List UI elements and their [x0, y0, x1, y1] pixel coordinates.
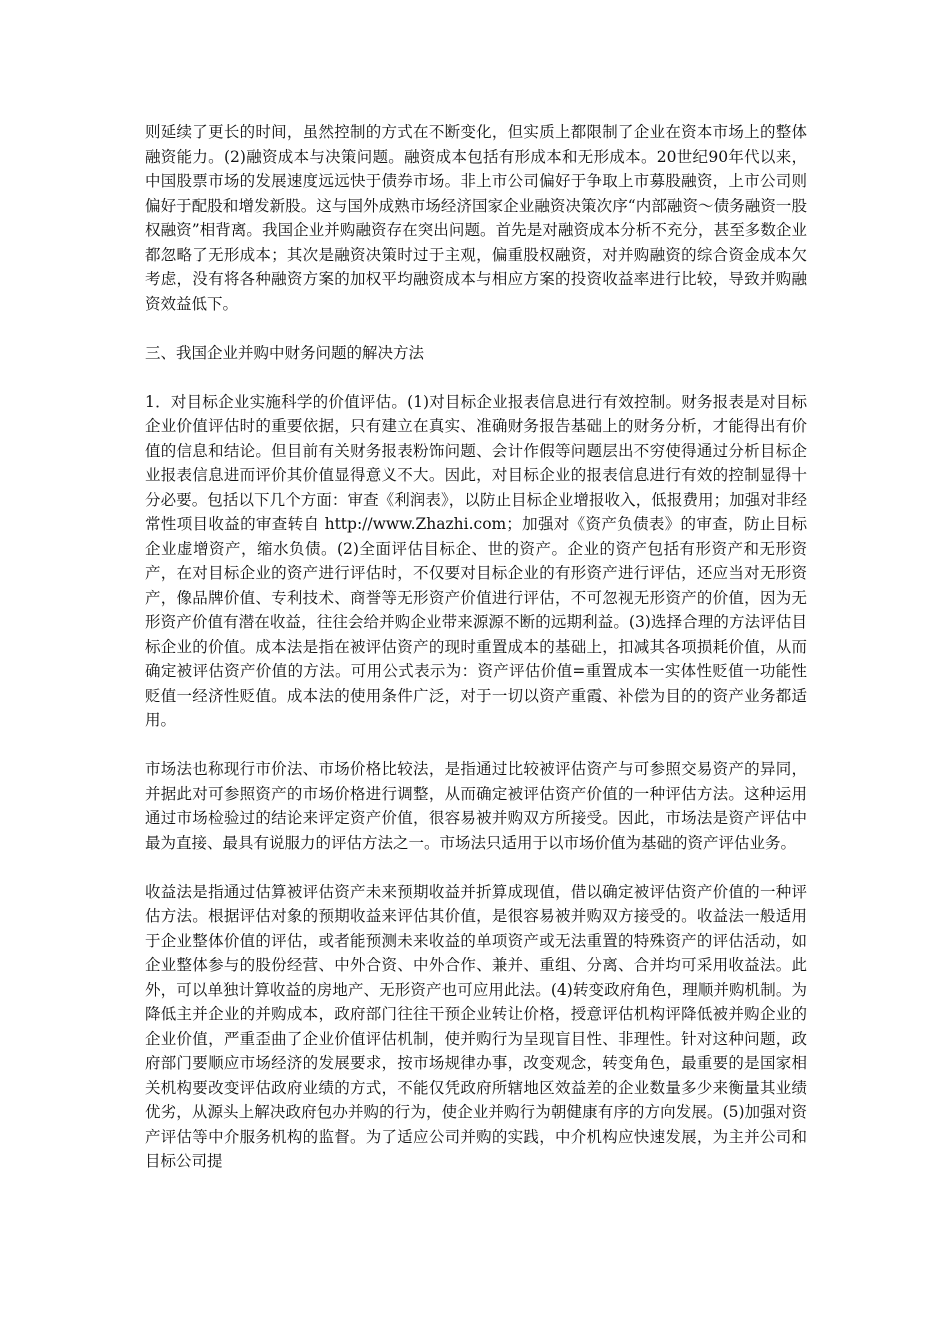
paragraph-valuation: 1．对目标企业实施科学的价值评估。(1)对目标企业报表信息进行有效控制。财务报表是对目标企业价值评估时的重要依据，只有建立在真实、准确财务报告基础上的财务分析，才能得出有价值的信息和结论。但目前有关财务报表粉饰问题、会计作假等问题层出不穷使得通过分析目标企业报表信息进而评价其价值显得意义不大。因此，对目标企业的报表信息进行有效的控制显得十分必要。包括以下几个方面：审查《利润表》，以防止目标企业增报收入，低报费用；加强对非经常性项目收益的审查转自 http://www.Zhazhi.com；加强对《资产负债表》的审查，防止目标企业虚增资产，缩水负债。(2)全面评估目标企、世的资产。企业的资产包括有形资产和无形资产，在对目标企业的资产进行评估时，不仅要对目标企业的有形资产进行评估，还应当对无形资产，像品牌价值、专利技术、商誉等无形资产价值进行评估，不可忽视无形资产的价值，因为无形资产价值有潜在收益，往往会给并购企业带来源源不断的远期利益。(3)选择合理的方法评估目标企业的价值。成本法是指在被评估资产的现时重置成本的基础上，扣减其各项损耗价值，从而确定被评估资产价值的方法。可用公式表示为：资产评估价值=重置成本一实体性贬值一功能性贬值一经济性贬值。成本法的使用条件广泛，对于一切以资产重霞、补偿为目的的资产业务都适用。 — [145, 392, 807, 729]
paragraph-income-method: 收益法是指通过估算被评估资产未来预期收益并折算成现值，借以确定被评估资产价值的一种评估方法。根据评估对象的预期收益来评估其价值，是很容易被并购双方接受的。收益法一般适用于企业整体价值的评估，或者能预测未来收益的单项资产或无法重置的特殊资产的评估活动，如企业整体参与的股份经营、中外合资、中外合作、兼并、重组、分离、合并均可采用收益法。此外，可以单独计算收益的房地产、无形资产也可应用此法。(4)转变政府角色，理顺并购机制。为降低主并企业的并购成本，政府部门往往干预企业转让价格，授意评估机构评降低被并购企业的企业价值，严重歪曲了企业价值评估机制，使并购行为呈现盲目性、非理性。针对这种问题，政府部门要顺应市场经济的发展要求，按市场规律办事，改变观念，转变角色，最重要的是国家相关机构要改变评估政府业绩的方式，不能仅凭政府所辖地区效益差的企业数量多少来衡量其业绩优劣，从源头上解决政府包办并购的行为，使企业并购行为朝健康有序的方向发展。(5)加强对资产评估等中介服务机构的监督。为了适应公司并购的实践，中介机构应快速发展，为主并公司和目标公司提 — [145, 882, 807, 1170]
paragraph-gap — [145, 316, 807, 341]
document-body — [145, 120, 807, 1174]
paragraph-gap — [145, 733, 807, 758]
paragraph-financing-cost: 则延续了更长的时间，虽然控制的方式在不断变化，但实质上都限制了企业在资本市场上的整体融资能力。(2)融资成本与决策问题。融资成本包括有形成本和无形成本。20世纪90年代以来，中国股票市场的发展速度远远快于债券市场。非上市公司偏好于争取上市募股融资，上市公司则偏好于配股和增发新股。这与国外成熟市场经济国家企业融资决策次序“内部融资～债务融资一股权融资”相背离。我国企业并购融资存在突出问题。首先是对融资成本分析不充分，甚至多数企业都忽略了无形成本；其次是融资决策时过于主观，偏重股权融资，对并购融资的综合资金成本欠考虑，没有将各种融资方案的加权平均融资成本与相应方案的投资收益率进行比较，导致并购融资效益低下。 — [145, 123, 807, 313]
paragraph-gap — [145, 855, 807, 880]
paragraph-market-method: 市场法也称现行市价法、市场价格比较法，是指通过比较被评估资产与可参照交易资产的异同，并据此对可参照资产的市场价格进行调整，从而确定被评估资产价值的一种评估方法。这种运用通过市场检验过的结论来评定资产价值，很容易被并购双方所接受。因此，市场法是资产评估中最为直接、最具有说服力的评估方法之一。市场法只适用于以市场价值为基础的资产评估业务。 — [145, 760, 807, 852]
section-heading: 三、我国企业并购中财务问题的解决方法 — [145, 343, 425, 362]
paragraph-gap — [145, 365, 807, 390]
